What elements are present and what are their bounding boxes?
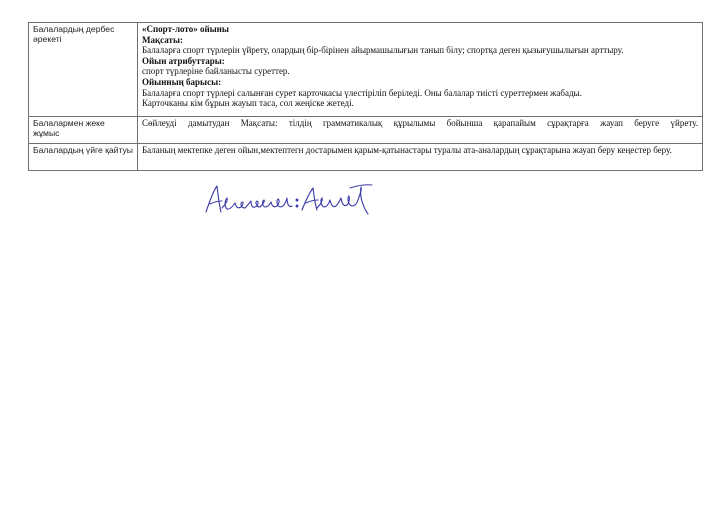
- process-text-2: Карточканы кім бұрын жауып таса, сол жеңіске жетеді.: [142, 98, 354, 109]
- attributes-heading: Ойын атрибуттары:: [142, 55, 225, 66]
- aim-heading: Мақсаты:: [142, 34, 183, 45]
- row-content: Сөйлеуді дамытудан Мақсаты: тілдің грамматикалық құрылымы бойынша қарапайым сұрақтарға жауап беруге үйрету.: [138, 117, 703, 144]
- row-label: Балалардың үйге қайтуы: [29, 144, 138, 171]
- lesson-plan-table: [28, 22, 703, 171]
- row-label: Балалардың дербес әрекеті: [29, 23, 138, 117]
- row-content: Баланың мектепке деген ойын,мектептегн достарымен қарым-қатынастары туралы ата-аналардың сұрақтарына жауап беру кеңестер беру.: [138, 144, 703, 171]
- process-text-1: Балаларға спорт түрлері салынған сурет карточкасы үлестіріліп беріледі. Оны балалар тиісті суреттермен жабады.: [142, 87, 582, 98]
- aim-text: Балаларға спорт түрлерін үйрету, олардың бір-бірінен айырмашылығын танып білу; спортқа деген қызығушылығын арттыру.: [142, 45, 624, 56]
- table-row: [29, 23, 703, 117]
- attributes-text: спорт түрлеріне байланысты суреттер.: [142, 66, 290, 77]
- process-heading: Ойынның барысы:: [142, 76, 222, 87]
- table-row: [29, 144, 703, 171]
- row-content: [138, 23, 703, 117]
- table-row: [29, 117, 703, 144]
- row-label: Балалармен жеке жұмыс: [29, 117, 138, 144]
- handwritten-signature: [200, 178, 380, 224]
- game-title: «Спорт-лото» ойыны: [142, 24, 229, 34]
